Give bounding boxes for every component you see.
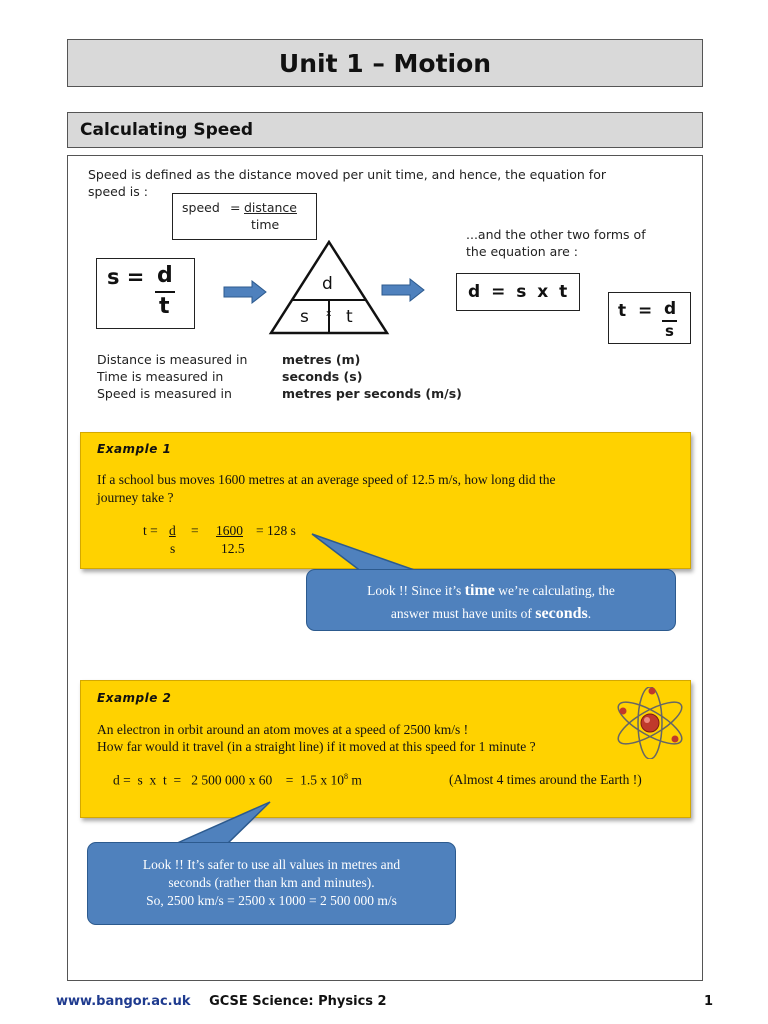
example-1-question-line-2: journey take ?	[97, 490, 174, 505]
example-1-result: = 128 s	[256, 523, 296, 538]
unit-label-time: Time is measured in	[97, 369, 224, 384]
time-denominator: time	[251, 217, 280, 232]
unit-label-speed: Speed is measured in	[97, 386, 232, 401]
callout-1	[306, 569, 676, 631]
example-2-calculation	[113, 772, 362, 789]
unit-value-distance: metres (m)	[282, 352, 361, 367]
callout-1-period: .	[587, 606, 592, 621]
speed-label: speed	[182, 200, 220, 215]
speed-formula-box	[96, 258, 195, 329]
speed-formula-lhs: s =	[107, 265, 145, 289]
time-formula-den: s	[665, 322, 674, 340]
units-labels	[97, 351, 247, 402]
callout-1-text-a: Look !! Since it’s	[367, 583, 462, 598]
triangle-d: d	[322, 274, 333, 294]
intro-line-1: Speed is defined as the distance moved per unit time, and hence, the equation for	[88, 167, 606, 182]
example-1-question	[97, 471, 556, 507]
page-number: 1	[704, 994, 714, 1009]
example-1-title: Example 1	[97, 442, 172, 456]
example-2-question	[97, 721, 536, 755]
unit-label-distance: Distance is measured in	[97, 352, 248, 367]
other-forms-text	[466, 226, 646, 260]
callout-1-line-1	[307, 579, 675, 602]
unit-value-speed: metres per seconds (m/s)	[282, 386, 462, 401]
speed-formula-den: t	[159, 294, 170, 319]
section-heading: Calculating Speed	[67, 112, 703, 148]
example-1-d: d	[169, 523, 176, 538]
distance-numerator: distance	[244, 200, 297, 215]
atom-icon	[611, 687, 689, 759]
time-formula-lhs: t =	[618, 301, 653, 321]
footer-left	[56, 994, 387, 1009]
triangle-s: s	[300, 307, 309, 327]
equals-sign: =	[230, 200, 241, 215]
callout-2-line-3: So, 2500 km/s = 2500 x 1000 = 2 500 000 m/s	[146, 893, 397, 908]
example-2-question-line-2: How far would it travel (in a straight line) if it moved at this speed for 1 minute ?	[97, 739, 536, 754]
example-2-calc: d = s x t = 2 500 000 x 60 = 1.5 x 10	[113, 772, 344, 788]
example-2-question-line-1: An electron in orbit around an atom moves at a speed of 2500 km/s !	[97, 722, 469, 737]
callout-1-text-d: answer must have units of	[390, 606, 532, 621]
example-1-numerator: 1600	[216, 523, 243, 538]
callout-2-line-2: seconds (rather than km and minutes).	[168, 875, 375, 890]
example-1-t: t =	[143, 523, 158, 538]
example-1-equals: =	[191, 523, 199, 538]
page-title: Unit 1 – Motion	[67, 39, 703, 87]
example-2-title: Example 2	[97, 691, 172, 705]
example-1-s: s	[170, 541, 176, 556]
callout-1-line-2	[307, 602, 675, 625]
time-formula-num: d	[664, 299, 677, 319]
footer-course: GCSE Science: Physics 2	[209, 994, 387, 1009]
example-2-unit: m	[347, 772, 362, 788]
time-formula-box	[608, 292, 691, 344]
example-2-note: (Almost 4 times around the Earth !)	[449, 772, 642, 787]
speed-formula-num: d	[157, 263, 173, 288]
distance-formula-box	[456, 273, 580, 311]
callout-pointer	[145, 798, 275, 848]
speed-equation-box	[172, 193, 317, 240]
triangle-x: x	[326, 309, 332, 319]
triangle-t: t	[346, 307, 353, 327]
example-1-denominator: 12.5	[221, 541, 245, 556]
callout-2-line-1: Look !! It’s safer to use all values in metres and	[142, 857, 401, 872]
callout-1-text-c: we’re calculating, the	[498, 583, 615, 598]
example-1-question-line-1: If a school bus moves 1600 metres at an average speed of 12.5 m/s, how long did the	[97, 472, 556, 487]
intro-line-2: speed is :	[88, 184, 148, 199]
unit-value-time: seconds (s)	[282, 369, 363, 384]
other-forms-line-1: ...and the other two forms of	[466, 227, 646, 242]
callout-1-seconds: seconds	[535, 605, 588, 622]
callout-2	[87, 842, 456, 925]
arrow-right-icon	[222, 280, 268, 304]
units-values	[282, 351, 462, 402]
distance-formula: d = s x t	[468, 282, 568, 302]
other-forms-line-2: the equation are :	[466, 244, 579, 259]
callout-1-time: time	[464, 582, 495, 599]
fraction-bar	[155, 291, 175, 293]
footer-site-link[interactable]: www.bangor.ac.uk	[56, 994, 191, 1009]
example-2-exponent: 8	[343, 772, 348, 781]
